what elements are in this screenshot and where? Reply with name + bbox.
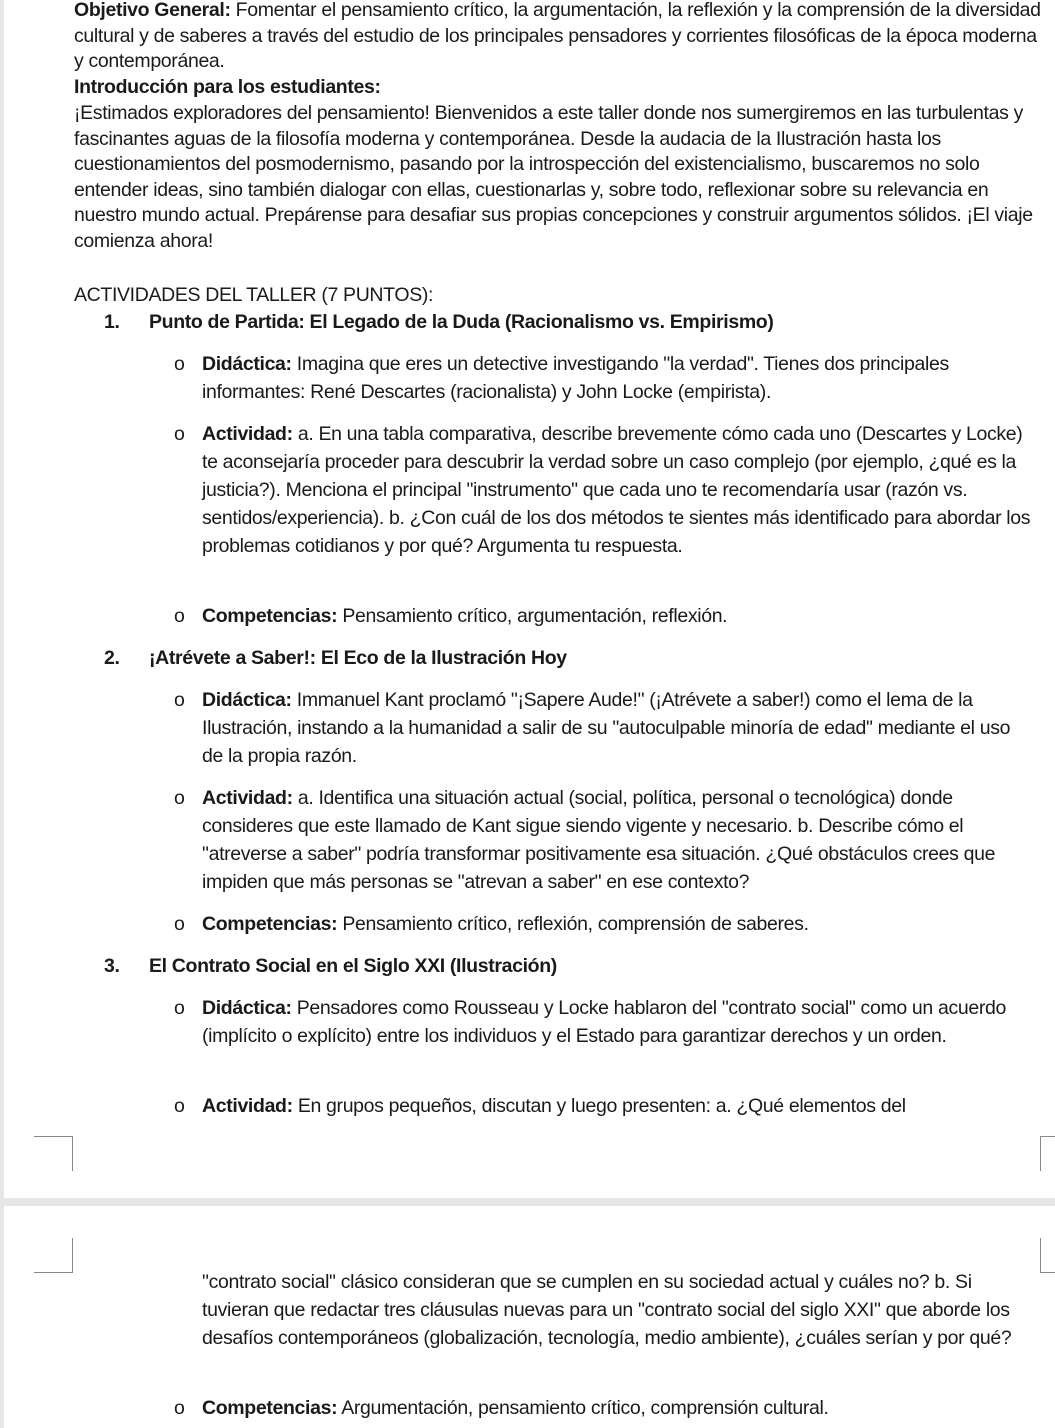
label: Didáctica: — [202, 689, 292, 711]
text: Pensadores como Rousseau y Locke hablaron del "contrato social" como un acuerdo (implícito o explícito) entre los individuos y el Estado para garantizar derechos y un orden. — [202, 997, 1006, 1047]
objective-label: Objetivo General: — [74, 0, 231, 21]
intro-heading: Introducción para los estudiantes: — [74, 76, 381, 98]
bullet-icon: o — [174, 1397, 185, 1419]
bullet-icon: o — [174, 423, 185, 445]
label: Competencias: — [202, 605, 338, 627]
crop-mark — [1040, 1238, 1055, 1273]
label: Competencias: — [202, 1397, 338, 1419]
activity-3-didactica — [174, 994, 1032, 1050]
text: Imagina que eres un detective investigando "la verdad". Tienes dos principales informantes: René Descartes (racionalista) y John Locke (empirista). — [202, 353, 949, 403]
activity-3-actividad-continued: "contrato social" clásico consideran que se cumplen en su sociedad actual y cuáles no? b. Si tuvieran que redactar tres cláusulas nuevas para un "contrato social del siglo XXI" que aborde los desafíos contemporáneos (globalización, tecnología, medio ambiente), ¿cuáles serían y por qué? — [202, 1271, 1012, 1349]
crop-mark — [1040, 1136, 1055, 1171]
bullet-icon: o — [174, 689, 185, 711]
text: En grupos pequeños, discutan y luego presenten: a. ¿Qué elementos del — [292, 1095, 906, 1117]
bullet-icon: o — [174, 913, 185, 935]
crop-mark — [34, 1136, 73, 1171]
objective-text: Fomentar el pensamiento crítico, la argumentación, la reflexión y la comprensión de la diversidad cultural y de saberes a través del estudio de los principales pensadores y corrientes filosóficas de la época moderna y contemporánea. — [74, 0, 1041, 73]
activity-number: 2. — [104, 647, 120, 669]
activity-number: 1. — [104, 311, 120, 333]
general-objective — [74, 0, 1044, 75]
activity-2-competencias — [174, 910, 1032, 938]
bullet-icon: o — [174, 997, 185, 1019]
page-break — [0, 1198, 1055, 1206]
activity-2-heading — [104, 644, 567, 672]
document-page-1 — [4, 0, 1055, 1198]
label: Competencias: — [202, 913, 338, 935]
activity-title: Punto de Partida: El Legado de la Duda (Racionalismo vs. Empirismo) — [149, 311, 774, 333]
text: Pensamiento crítico, reflexión, comprensión de saberes. — [337, 913, 809, 935]
label: Didáctica: — [202, 353, 292, 375]
activity-1-actividad — [174, 420, 1032, 560]
text: Immanuel Kant proclamó "¡Sapere Aude!" (¡Atrévete a saber!) como el lema de la Ilustración, instando a la humanidad a salir de su "autoculpable minoría de edad" mediante el uso de la propia razón. — [202, 689, 1011, 767]
label: Didáctica: — [202, 997, 292, 1019]
text: a. En una tabla comparativa, describe brevemente cómo cada uno (Descartes y Locke) te aconsejaría proceder para descubrir la verdad sobre un caso complejo (por ejemplo, ¿qué es la justicia?). Menciona el principal "instrumento" que cada uno te recomendaría usar (razón vs. sentidos/experiencia). b. ¿Con cuál de los dos métodos te sientes más identificado para abordar los problemas cotidianos y por qué? Argumenta tu respuesta. — [202, 423, 1031, 557]
bullet-icon: o — [174, 353, 185, 375]
activity-title: ¡Atrévete a Saber!: El Eco de la Ilustración Hoy — [149, 647, 567, 669]
activity-1-heading — [104, 308, 774, 336]
activity-2-didactica — [174, 686, 1032, 770]
crop-mark — [34, 1238, 73, 1273]
activity-1-didactica — [174, 350, 1032, 406]
text: Argumentación, pensamiento crítico, comprensión cultural. — [337, 1397, 829, 1419]
label: Actividad: — [202, 1095, 293, 1117]
activity-2-actividad — [174, 784, 1032, 896]
document-page-2 — [4, 1206, 1055, 1428]
label: Actividad: — [202, 423, 293, 445]
activity-title: El Contrato Social en el Siglo XXI (Ilustración) — [149, 955, 557, 977]
bullet-icon: o — [174, 787, 185, 809]
bullet-icon: o — [174, 605, 185, 627]
activity-3-actividad — [174, 1092, 1032, 1120]
text: Pensamiento crítico, argumentación, reflexión. — [337, 605, 728, 627]
bullet-icon: o — [174, 1095, 185, 1117]
intro-text: ¡Estimados exploradores del pensamiento! Bienvenidos a este taller donde nos sumergiremos en las turbulentas y fascinantes aguas de la filosofía moderna y contemporánea. Desde la audacia de la Ilustración hasta los cuestionamientos del posmodernismo, pasando por la introspección del existencialismo, buscaremos no solo entender ideas, sino también dialogar con ellas, cuestionarlas y, sobre todo, reflexionar sobre su relevancia en nuestro mundo actual. Prepárense para desafiar sus propias concepciones y construir argumentos sólidos. ¡El viaje comienza ahora! — [74, 102, 1033, 252]
text: a. Identifica una situación actual (social, política, personal o tecnológica) donde consideres que este llamado de Kant sigue siendo vigente y necesario. b. Describe cómo el "atreverse a saber" podría transformar positivamente esa situación. ¿Qué obstáculos crees que impiden que más personas se "atrevan a saber" en ese contexto? — [202, 787, 996, 893]
activity-3-competencias — [174, 1394, 1032, 1422]
activities-heading: ACTIVIDADES DEL TALLER (7 PUNTOS): — [74, 284, 434, 306]
activity-3-heading — [104, 952, 557, 980]
activity-number: 3. — [104, 955, 120, 977]
label: Actividad: — [202, 787, 293, 809]
activity-1-competencias — [174, 602, 1032, 630]
